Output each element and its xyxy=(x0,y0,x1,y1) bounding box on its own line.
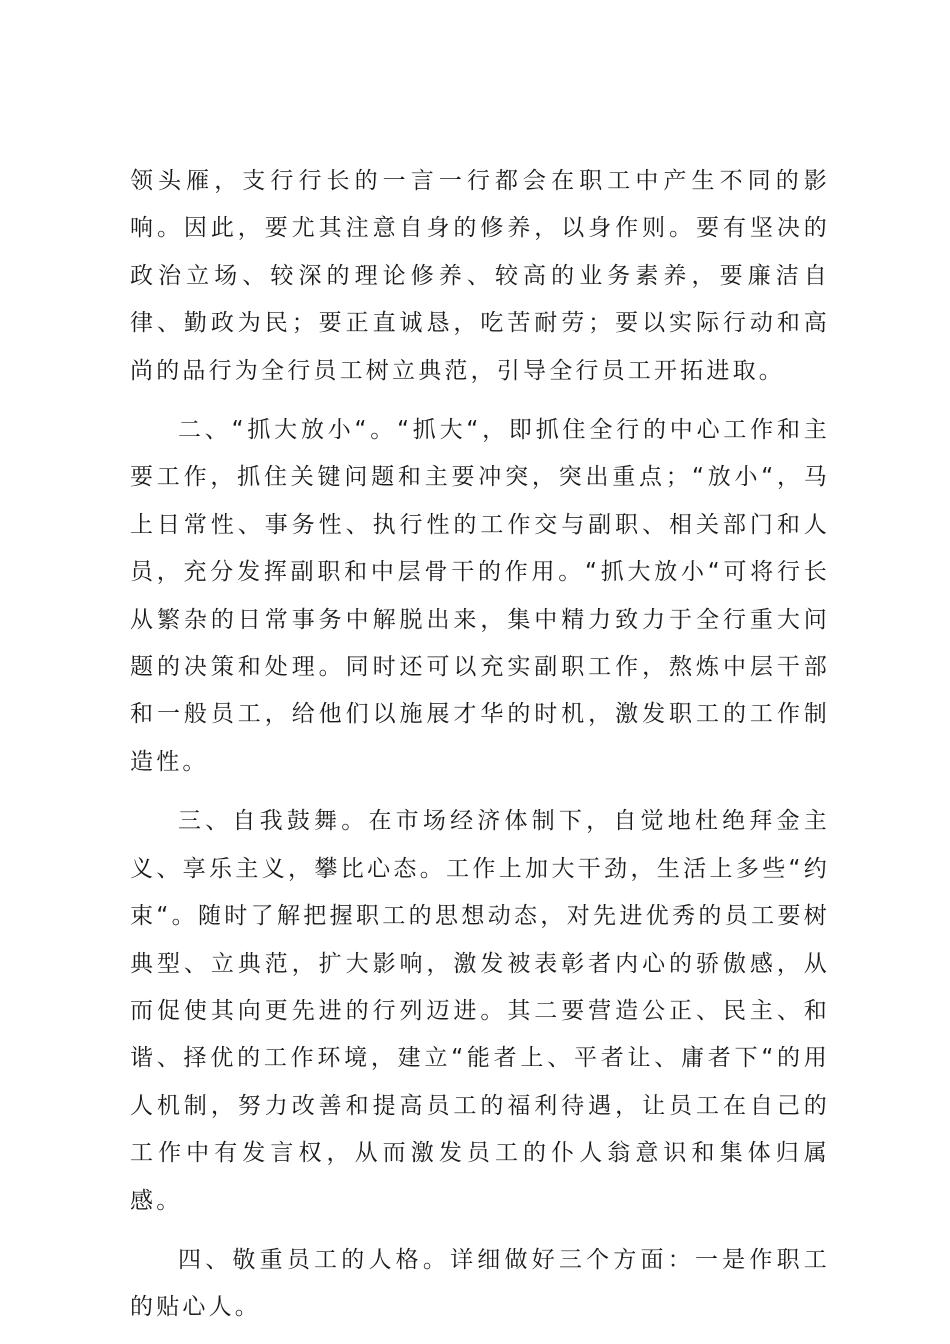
paragraph-continued: 领头雁，支行行长的一言一行都会在职工中产生不同的影响。因此，要尤其注意自身的修养，以身作则。要有坚决的政治立场、较深的理论修养、较高的业务素养，要廉洁自律、勤政为民；要正直诚恳，吃苦耐劳；要以实际行动和高尚的品行为全行员工树立典范，引导全行员工开拓进取。 xyxy=(130,168,830,384)
body-text xyxy=(130,158,830,1344)
paragraph-section-2: 二、“抓大放小“。“抓大“，即抓住全行的中心工作和主要工作，抓住关键问题和主要冲突，突出重点；“放小“，马上日常性、事务性、执行性的工作交与副职、相关部门和人员，充分发挥副职和中层骨干的作用。“抓大放小“可将行长从繁杂的日常事务中解脱出来，集中精力致力于全行重大问题的决策和处理。同时还可以充实副职工作，熬炼中层干部和一般员工，给他们以施展才华的时机，激发职工的工作制造性。 xyxy=(130,417,830,775)
paragraph-section-4: 四、敬重员工的人格。详细做好三个方面：一是作职工的贴心人。 xyxy=(130,1246,830,1321)
paragraph-section-3: 三、自我鼓舞。在市场经济体制下，自觉地杜绝拜金主义、享乐主义，攀比心态。工作上加大干劲，生活上多些“约束“。随时了解把握职工的思想动态，对先进优秀的员工要树典型、立典范，扩大影响，激发被表彰者内心的骄傲感，从而促使其向更先进的行列迈进。其二要营造公正、民主、和谐、择优的工作环境，建立“能者上、平者让、庸者下“的用人机制，努力改善和提高员工的福利待遇，让员工在自己的工作中有发言权，从而激发员工的仆人翁意识和集体归属感。 xyxy=(130,808,830,1214)
